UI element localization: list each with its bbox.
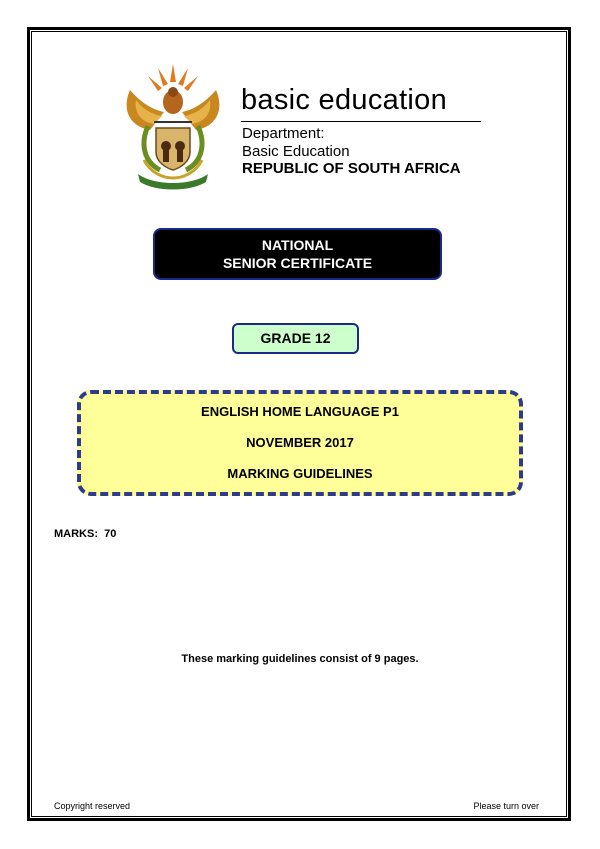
paper-subject: ENGLISH HOME LANGUAGE P1 bbox=[201, 404, 399, 419]
marks-total: MARKS: 70 bbox=[54, 528, 117, 540]
grade-box: GRADE 12 bbox=[232, 323, 359, 354]
certificate-line1: NATIONAL bbox=[261, 237, 334, 253]
republic-name: REPUBLIC OF SOUTH AFRICA bbox=[242, 160, 461, 177]
paper-doc-type: MARKING GUIDELINES bbox=[227, 466, 373, 481]
certificate-box bbox=[153, 228, 442, 280]
certificate-line2: SENIOR CERTIFICATE bbox=[222, 255, 373, 271]
footer-copyright: Copyright reserved bbox=[54, 801, 131, 811]
wordmark-rule bbox=[241, 121, 481, 122]
coat-of-arms-logo bbox=[118, 60, 228, 190]
paper-session: NOVEMBER 2017 bbox=[246, 435, 354, 450]
footer-turn-over: Please turn over bbox=[473, 801, 539, 811]
pages-note: These marking guidelines consist of 9 pages. bbox=[181, 653, 419, 665]
department-label: Department: bbox=[242, 125, 325, 142]
paper-info-box bbox=[77, 390, 523, 496]
department-name: Basic Education bbox=[242, 143, 350, 160]
wordmark: basic education bbox=[241, 84, 448, 116]
